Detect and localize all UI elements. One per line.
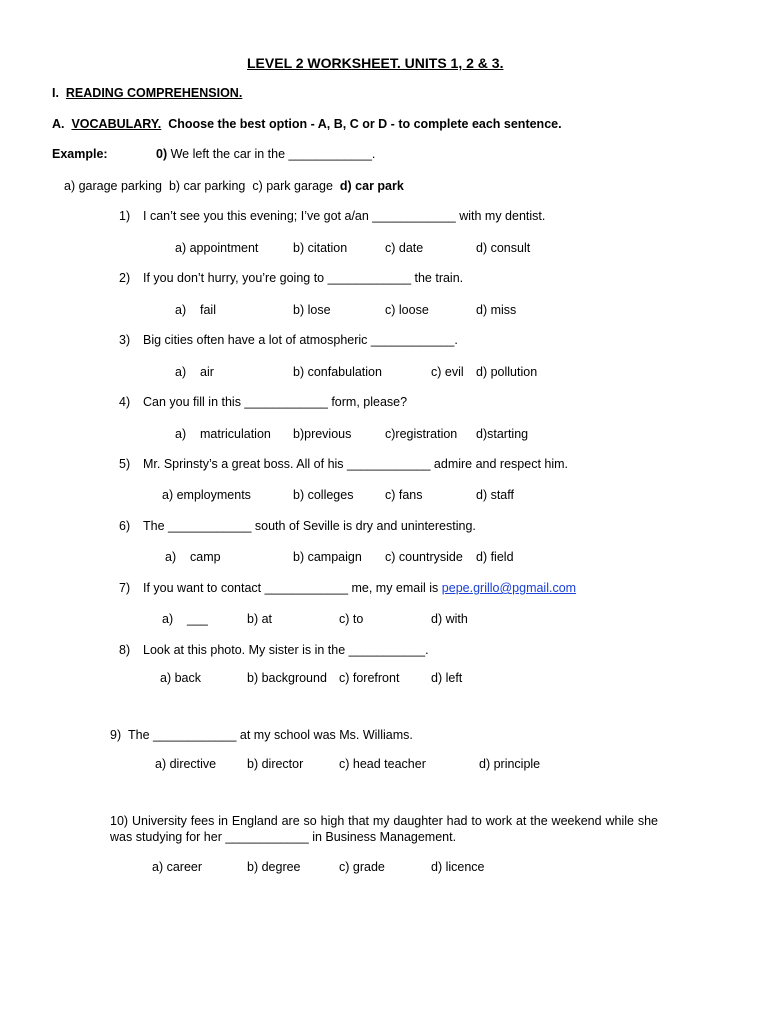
question-text: Big cities often have a lot of atmospheric ____________. — [143, 333, 458, 347]
option-d: d) licence — [431, 860, 485, 874]
question-10 — [110, 813, 658, 845]
option-d: d) principle — [479, 757, 541, 771]
option-d: d) with — [431, 612, 468, 626]
example-option-a: a) garage parking — [64, 179, 162, 193]
option-c: c) countryside — [385, 550, 463, 564]
option-d: d) pollution — [476, 365, 538, 379]
sub-letter: A. — [52, 117, 65, 131]
option-c: c) evil — [431, 365, 464, 379]
vocabulary-instruction — [52, 117, 562, 131]
section-number: I. — [52, 86, 59, 100]
example-option-c: c) park garage — [252, 179, 333, 193]
question-text: I can’t see you this evening; I’ve got a/an ____________ with my dentist. — [143, 209, 546, 223]
option-b: b)previous — [293, 427, 352, 441]
option-b: b) at — [247, 612, 273, 626]
question-number: 9) — [110, 728, 122, 742]
section-label: READING COMPREHENSION. — [65, 86, 243, 100]
question-number: 5) — [119, 457, 131, 471]
option-d: d) field — [476, 550, 514, 564]
option-b: b) lose — [293, 303, 331, 317]
page-title: LEVEL 2 WORKSHEET. UNITS 1, 2 & 3. — [247, 55, 504, 71]
question-number: 8) — [119, 643, 131, 657]
question-number: 6) — [119, 519, 131, 533]
example-option-b: b) car parking — [168, 179, 246, 193]
question-text: Mr. Sprinsty’s a great boss. All of his ____________ admire and respect him. — [143, 457, 569, 471]
question-text: The ____________ south of Seville is dry and uninteresting. — [143, 519, 476, 533]
example-option-d: d) car park — [339, 179, 404, 193]
option-a: a) matriculation — [175, 427, 271, 441]
question-number: 10) — [110, 814, 129, 828]
question-number: 4) — [119, 395, 131, 409]
question-number: 2) — [119, 271, 131, 285]
question-text-body: If you want to contact ____________ me, my email is — [143, 581, 439, 595]
option-c: c) fans — [385, 488, 423, 502]
example-options — [64, 179, 404, 193]
option-d: d) left — [431, 671, 463, 685]
option-b: b) campaign — [293, 550, 362, 564]
option-a: a) back — [160, 671, 201, 685]
option-b: b) citation — [293, 241, 348, 255]
email-link[interactable]: pepe.grillo@pgmail.com — [441, 581, 577, 595]
question-number: 3) — [119, 333, 131, 347]
option-a: a) appointment — [175, 241, 259, 255]
option-c: c) grade — [339, 860, 385, 874]
option-c: c) forefront — [339, 671, 400, 685]
option-a: a) fail — [175, 303, 216, 317]
question-text: Can you fill in this ____________ form, please? — [143, 395, 408, 409]
sub-label: VOCABULARY. — [71, 117, 162, 131]
option-a: a) camp — [165, 550, 221, 564]
question-text: University fees in England are so high that my daughter had to work at the weekend while she was studying for her ____________ in Business Management. — [110, 814, 658, 844]
example-number: 0) — [156, 147, 168, 161]
option-c: c) date — [385, 241, 424, 255]
question-text: The ____________ at my school was Ms. Williams. — [128, 728, 413, 742]
example-label: Example: — [52, 147, 108, 161]
question-number: 1) — [119, 209, 131, 223]
option-c: c)registration — [385, 427, 458, 441]
option-d: d) consult — [476, 241, 531, 255]
option-b: b) confabulation — [293, 365, 382, 379]
example-text: We left the car in the ____________. — [170, 147, 376, 161]
option-a: a) directive — [155, 757, 217, 771]
option-a: a) employments — [162, 488, 251, 502]
option-d: d)starting — [476, 427, 529, 441]
question-text: Look at this photo. My sister is in the ___________. — [143, 643, 429, 657]
option-b: b) degree — [247, 860, 301, 874]
option-d: d) staff — [476, 488, 514, 502]
option-b: b) background — [247, 671, 327, 685]
question-text: If you don’t hurry, you’re going to ____________ the train. — [143, 271, 464, 285]
option-b: b) colleges — [293, 488, 354, 502]
option-b: b) director — [247, 757, 304, 771]
option-d: d) miss — [476, 303, 517, 317]
option-c: c) head teacher — [339, 757, 426, 771]
option-a: a) career — [152, 860, 203, 874]
option-c: c) loose — [385, 303, 429, 317]
sub-instruction: Choose the best option - A, B, C or D - to complete each sentence. — [168, 117, 562, 131]
example-question — [156, 147, 375, 161]
option-c: c) to — [339, 612, 364, 626]
question-number: 7) — [119, 581, 131, 595]
option-a: a) air — [175, 365, 214, 379]
option-a: a) ___ — [162, 612, 208, 626]
section-heading — [52, 86, 242, 100]
question-text — [143, 581, 576, 595]
